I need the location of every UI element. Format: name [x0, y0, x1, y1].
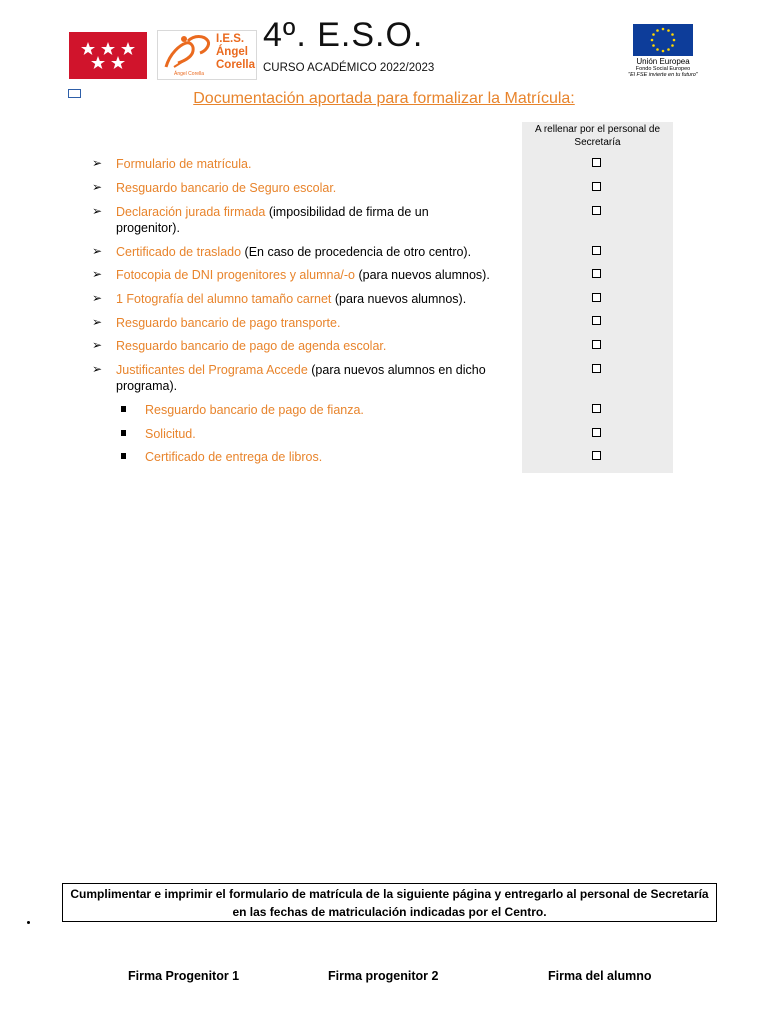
eu-motto: "El FSE invierte en tu futuro" — [628, 72, 698, 78]
course-title: 4º. E.S.O. — [263, 16, 424, 54]
arrow-bullet-icon: ➢ — [92, 267, 103, 281]
eu-name: Unión Europea — [636, 57, 690, 66]
eu-fund: Fondo Social Europeo — [635, 66, 691, 72]
stray-dot — [27, 921, 30, 924]
arrow-bullet-icon: ➢ — [92, 244, 103, 258]
arrow-bullet-icon: ➢ — [92, 338, 103, 352]
item-checkbox[interactable] — [592, 246, 601, 255]
madrid-flag-logo — [69, 32, 147, 79]
column-header: A rellenar por el personal de Secretaría — [534, 124, 661, 148]
eu-logo — [620, 24, 706, 82]
item-checkbox[interactable] — [592, 451, 601, 460]
item-checkbox[interactable] — [592, 316, 601, 325]
arrow-bullet-icon: ➢ — [92, 362, 103, 376]
item-checkbox[interactable] — [592, 182, 601, 191]
square-bullet-icon — [121, 406, 126, 412]
dancer-icon — [160, 33, 212, 73]
item-checkbox[interactable] — [592, 158, 601, 167]
item-checkbox[interactable] — [592, 404, 601, 413]
item-checkbox[interactable] — [592, 340, 601, 349]
arrow-bullet-icon: ➢ — [92, 156, 103, 170]
item-checkbox[interactable] — [592, 269, 601, 278]
item-checkbox[interactable] — [592, 293, 601, 302]
document-title: Documentación aportada para formalizar la Matrícula: — [193, 90, 575, 107]
school-logo-caption: Ángel Corella — [174, 71, 205, 77]
eu-flag-icon — [633, 24, 693, 56]
signature-student: Firma del alumno — [548, 969, 652, 983]
school-logo — [157, 30, 257, 80]
item-checkbox[interactable] — [592, 206, 601, 215]
arrow-bullet-icon: ➢ — [92, 291, 103, 305]
arrow-bullet-icon: ➢ — [92, 204, 103, 218]
stars-icon — [69, 32, 147, 79]
instructions-notice: Cumplimentar e imprimir el formulario de matrícula de la siguiente página y entregarlo al personal de Secretaría en las fechas de matriculación indicadas por el Centro. — [62, 883, 717, 922]
arrow-bullet-icon: ➢ — [92, 315, 103, 329]
academic-year: CURSO ACADÉMICO 2022/2023 — [263, 62, 435, 74]
square-bullet-icon — [121, 430, 126, 436]
signature-parent-1: Firma Progenitor 1 — [128, 969, 240, 983]
item-checkbox[interactable] — [592, 364, 601, 373]
item-checkbox[interactable] — [592, 428, 601, 437]
arrow-bullet-icon: ➢ — [92, 180, 103, 194]
square-bullet-icon — [121, 453, 126, 459]
school-name: I.E.S. Ángel Corella — [216, 33, 255, 71]
signature-parent-2: Firma progenitor 2 — [328, 969, 439, 983]
